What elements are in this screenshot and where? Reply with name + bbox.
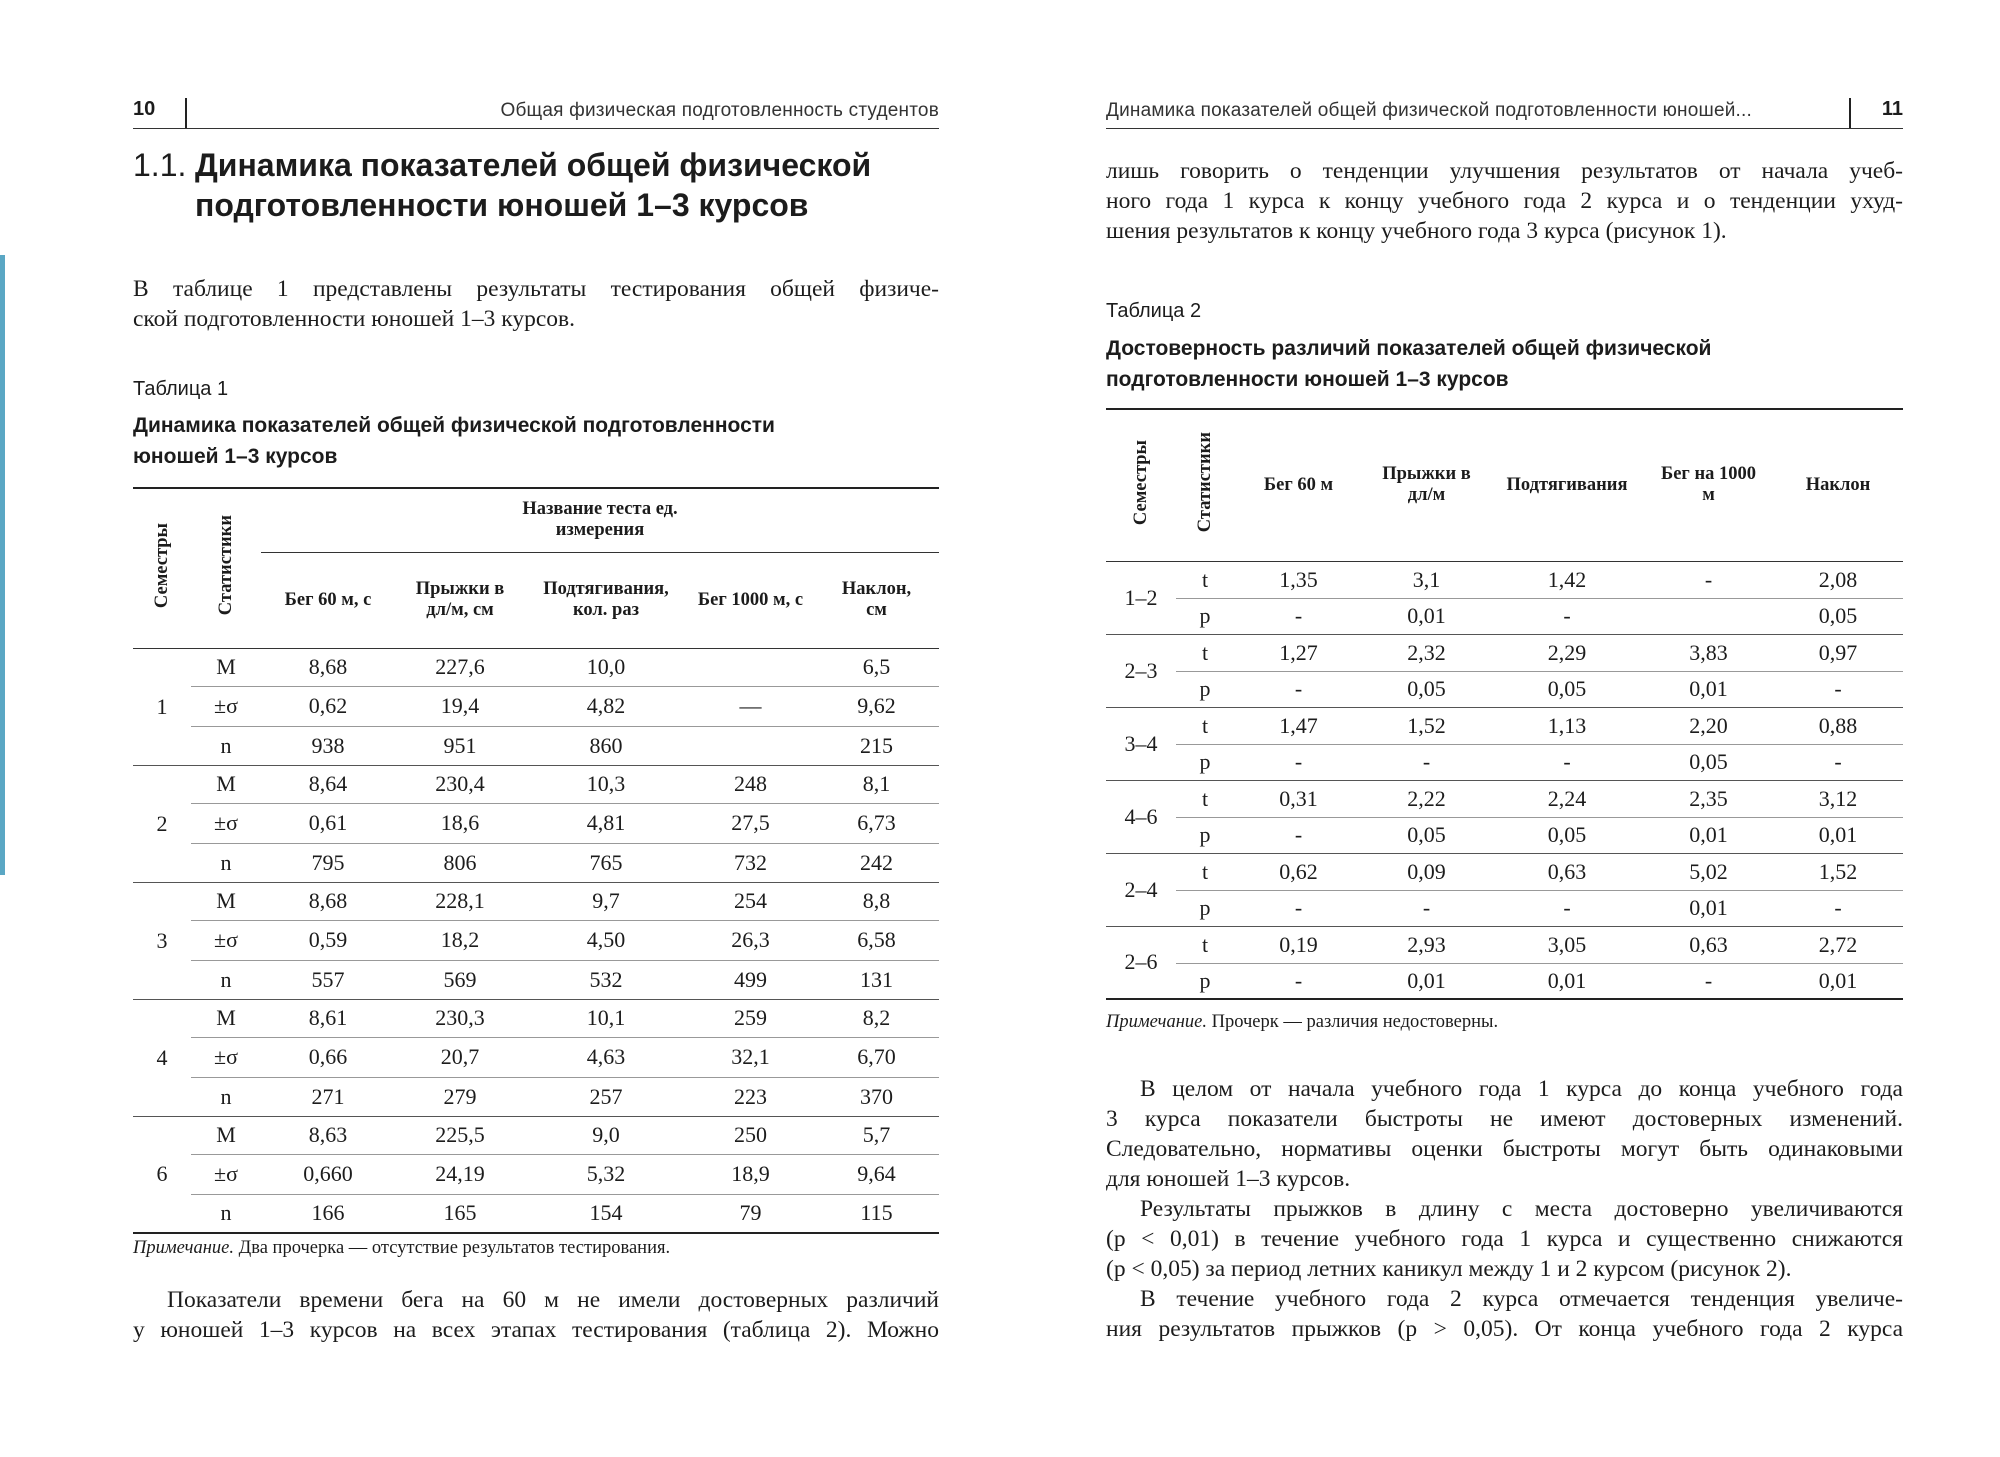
text-line: В течение учебного года 2 курса отмечается тенденция увеличе- bbox=[1140, 1286, 1903, 1312]
value-cell: 2,22 bbox=[1363, 780, 1490, 817]
value-cell: - bbox=[1363, 744, 1490, 780]
value-cell: 2,72 bbox=[1773, 926, 1903, 963]
table-row bbox=[133, 803, 939, 843]
value-cell: 215 bbox=[814, 726, 939, 765]
value-cell: 5,32 bbox=[525, 1154, 687, 1194]
table-row bbox=[133, 1116, 939, 1154]
table-row bbox=[133, 920, 939, 960]
body-paragraphs bbox=[1106, 1074, 1903, 1344]
text-line: Следовательно, нормативы оценки быстроты могут быть одинаковыми bbox=[1106, 1136, 1903, 1162]
value-cell: 8,8 bbox=[814, 882, 939, 920]
value-cell: 0,97 bbox=[1773, 634, 1903, 671]
semester-cell: 4 bbox=[133, 999, 191, 1116]
value-cell: 230,4 bbox=[395, 765, 525, 803]
value-cell: 166 bbox=[261, 1194, 395, 1233]
stat-cell: t bbox=[1176, 780, 1234, 817]
value-cell: 20,7 bbox=[395, 1037, 525, 1077]
table-row bbox=[1106, 926, 1903, 963]
table-row bbox=[1106, 780, 1903, 817]
value-cell: 0,05 bbox=[1490, 671, 1644, 707]
semester-cell: 2–3 bbox=[1106, 634, 1176, 707]
value-cell: 5,02 bbox=[1644, 853, 1773, 890]
value-cell: 1,35 bbox=[1234, 561, 1363, 598]
value-cell: 2,24 bbox=[1490, 780, 1644, 817]
value-cell: 0,05 bbox=[1644, 744, 1773, 780]
value-cell: 0,19 bbox=[1234, 926, 1363, 963]
semester-cell: 4–6 bbox=[1106, 780, 1176, 853]
value-cell: 32,1 bbox=[687, 1037, 814, 1077]
value-cell: 0,660 bbox=[261, 1154, 395, 1194]
table-row bbox=[1106, 561, 1903, 598]
intro-paragraph bbox=[133, 274, 939, 334]
col-header: Бег 60 м bbox=[1234, 409, 1363, 561]
table-row bbox=[1106, 853, 1903, 890]
table1-caption: Таблица 1 bbox=[133, 378, 229, 400]
value-cell: 4,50 bbox=[525, 920, 687, 960]
table-row bbox=[1106, 634, 1903, 671]
semester-cell: 2–4 bbox=[1106, 853, 1176, 926]
value-cell: 259 bbox=[687, 999, 814, 1037]
table-row bbox=[1106, 671, 1903, 707]
stat-cell: n bbox=[191, 1077, 261, 1116]
semester-cell: 2–6 bbox=[1106, 926, 1176, 999]
value-cell: 0,01 bbox=[1773, 963, 1903, 999]
value-cell: - bbox=[1490, 598, 1644, 634]
table2-note bbox=[1106, 1012, 1498, 1033]
value-cell: 79 bbox=[687, 1194, 814, 1233]
table1-title: Динамика показателей общей физической подготовленности юношей 1–3 курсов bbox=[133, 414, 775, 468]
stat-cell: p bbox=[1176, 598, 1234, 634]
value-cell: - bbox=[1234, 817, 1363, 853]
value-cell: 370 bbox=[814, 1077, 939, 1116]
value-cell: 6,70 bbox=[814, 1037, 939, 1077]
stat-cell: p bbox=[1176, 890, 1234, 926]
col-semesters-header: Семестры bbox=[1106, 409, 1176, 561]
value-cell: - bbox=[1644, 561, 1773, 598]
value-cell: 2,29 bbox=[1490, 634, 1644, 671]
text-line: для юношей 1–3 курсов. bbox=[1106, 1166, 1351, 1192]
value-cell: 0,66 bbox=[261, 1037, 395, 1077]
running-head-title: Динамика показателей общей физической подготовленности юношей... bbox=[1106, 100, 1752, 121]
text-line: ской подготовленности юношей 1–3 курсов. bbox=[133, 306, 575, 332]
stat-cell: t bbox=[1176, 853, 1234, 890]
value-cell: 8,2 bbox=[814, 999, 939, 1037]
value-cell: 732 bbox=[687, 843, 814, 882]
value-cell: 0,63 bbox=[1644, 926, 1773, 963]
stat-cell: ±σ bbox=[191, 803, 261, 843]
table-row bbox=[1106, 890, 1903, 926]
value-cell: 1,47 bbox=[1234, 707, 1363, 744]
value-cell: 806 bbox=[395, 843, 525, 882]
note-label: Примечание. bbox=[1106, 1012, 1207, 1032]
value-cell: 0,01 bbox=[1644, 671, 1773, 707]
section-heading bbox=[133, 145, 939, 230]
text-line: В таблице 1 представлены результаты тестирования общей физиче- bbox=[133, 276, 939, 302]
value-cell: 9,62 bbox=[814, 686, 939, 726]
table-row bbox=[133, 882, 939, 920]
value-cell: - bbox=[1234, 744, 1363, 780]
stat-cell: t bbox=[1176, 926, 1234, 963]
value-cell: 0,05 bbox=[1363, 671, 1490, 707]
value-cell: 0,01 bbox=[1644, 817, 1773, 853]
value-cell: 1,42 bbox=[1490, 561, 1644, 598]
table2 bbox=[1106, 408, 1903, 1000]
value-cell: 9,0 bbox=[525, 1116, 687, 1154]
value-cell: - bbox=[1773, 890, 1903, 926]
value-cell: 18,2 bbox=[395, 920, 525, 960]
stat-cell: ±σ bbox=[191, 1154, 261, 1194]
value-cell: 938 bbox=[261, 726, 395, 765]
value-cell: 257 bbox=[525, 1077, 687, 1116]
value-cell: 569 bbox=[395, 960, 525, 999]
value-cell: 0,09 bbox=[1363, 853, 1490, 890]
text-line: 3 курса показатели быстроты не имеют достоверных изменений. bbox=[1106, 1106, 1903, 1132]
text-line: Результаты прыжков в длину с места достоверно увеличиваются bbox=[1140, 1196, 1903, 1222]
value-cell: 3,83 bbox=[1644, 634, 1773, 671]
value-cell: 10,3 bbox=[525, 765, 687, 803]
note-text: Прочерк — различия недостоверны. bbox=[1211, 1012, 1499, 1032]
stat-cell: n bbox=[191, 960, 261, 999]
value-cell: 0,05 bbox=[1363, 817, 1490, 853]
value-cell: 0,63 bbox=[1490, 853, 1644, 890]
value-cell: 250 bbox=[687, 1116, 814, 1154]
value-cell: 9,7 bbox=[525, 882, 687, 920]
value-cell: 0,05 bbox=[1773, 598, 1903, 634]
text-line: шения результатов к концу учебного года 3 курса (рисунок 1). bbox=[1106, 218, 1727, 244]
value-cell: 271 bbox=[261, 1077, 395, 1116]
col-statistics-header: Статистики bbox=[191, 488, 261, 648]
text-line: Показатели времени бега на 60 м не имели достоверных различий bbox=[167, 1287, 939, 1313]
value-cell: 0,01 bbox=[1363, 963, 1490, 999]
value-cell: — bbox=[687, 686, 814, 726]
header-divider bbox=[185, 98, 187, 128]
value-cell bbox=[687, 726, 814, 765]
value-cell: 499 bbox=[687, 960, 814, 999]
col-header: Наклон bbox=[1773, 409, 1903, 561]
value-cell: 254 bbox=[687, 882, 814, 920]
semester-cell: 1 bbox=[133, 648, 191, 765]
table-row bbox=[133, 686, 939, 726]
note-label: Примечание. bbox=[133, 1238, 234, 1258]
text-line: ного года 1 курса к концу учебного года 2 курса и о тенденции ухуд- bbox=[1106, 188, 1903, 214]
value-cell: 279 bbox=[395, 1077, 525, 1116]
value-cell: 8,1 bbox=[814, 765, 939, 803]
value-cell: - bbox=[1234, 890, 1363, 926]
value-cell: - bbox=[1363, 890, 1490, 926]
table1 bbox=[133, 487, 939, 1234]
value-cell: 0,62 bbox=[261, 686, 395, 726]
table2-title: Достоверность различий показателей общей физической подготовленности юношей 1–3 курсов bbox=[1106, 337, 1712, 391]
left-page bbox=[133, 0, 939, 1457]
value-cell: 4,63 bbox=[525, 1037, 687, 1077]
value-cell: 248 bbox=[687, 765, 814, 803]
value-cell: 951 bbox=[395, 726, 525, 765]
table-row bbox=[133, 1077, 939, 1116]
section-title: Динамика показателей общей физической подготовленности юношей 1–3 курсов bbox=[195, 147, 872, 223]
value-cell: 0,88 bbox=[1773, 707, 1903, 744]
table-row bbox=[1106, 963, 1903, 999]
col-semesters-header: Семестры bbox=[133, 488, 191, 648]
col-header: Бег 60 м, с bbox=[261, 552, 395, 648]
stat-cell: n bbox=[191, 1194, 261, 1233]
value-cell: 8,61 bbox=[261, 999, 395, 1037]
value-cell: 3,12 bbox=[1773, 780, 1903, 817]
stat-cell: ±σ bbox=[191, 1037, 261, 1077]
value-cell: 24,19 bbox=[395, 1154, 525, 1194]
value-cell: 223 bbox=[687, 1077, 814, 1116]
table-row bbox=[1106, 598, 1903, 634]
page-number: 11 bbox=[1881, 98, 1903, 120]
stat-cell: M bbox=[191, 648, 261, 686]
table2-caption: Таблица 2 bbox=[1106, 300, 1202, 322]
value-cell: 1,52 bbox=[1363, 707, 1490, 744]
stat-cell: p bbox=[1176, 671, 1234, 707]
stat-cell: t bbox=[1176, 561, 1234, 598]
value-cell: 228,1 bbox=[395, 882, 525, 920]
stat-cell: M bbox=[191, 882, 261, 920]
table-row bbox=[133, 1037, 939, 1077]
col-header: Подтягивания, кол. раз bbox=[525, 552, 687, 648]
semester-cell: 1–2 bbox=[1106, 561, 1176, 634]
value-cell: 2,93 bbox=[1363, 926, 1490, 963]
group-header: Название теста ед. измерения bbox=[261, 488, 939, 552]
value-cell: 0,01 bbox=[1490, 963, 1644, 999]
text-line: В целом от начала учебного года 1 курса до конца учебного года bbox=[1140, 1076, 1903, 1102]
value-cell: 1,13 bbox=[1490, 707, 1644, 744]
value-cell: 0,01 bbox=[1363, 598, 1490, 634]
stat-cell: t bbox=[1176, 707, 1234, 744]
value-cell: 18,9 bbox=[687, 1154, 814, 1194]
value-cell: 0,61 bbox=[261, 803, 395, 843]
value-cell: 2,32 bbox=[1363, 634, 1490, 671]
value-cell: 2,20 bbox=[1644, 707, 1773, 744]
value-cell: 8,68 bbox=[261, 882, 395, 920]
text-line: лишь говорить о тенденции улучшения результатов от начала учеб- bbox=[1106, 158, 1903, 184]
semester-cell: 2 bbox=[133, 765, 191, 882]
value-cell: 1,27 bbox=[1234, 634, 1363, 671]
col-header: Прыжки в дл/м, см bbox=[395, 552, 525, 648]
text-line: у юношей 1–3 курсов на всех этапах тестирования (таблица 2). Можно bbox=[133, 1317, 939, 1343]
table-row bbox=[133, 1154, 939, 1194]
value-cell: 0,01 bbox=[1773, 817, 1903, 853]
value-cell: 0,62 bbox=[1234, 853, 1363, 890]
right-running-header bbox=[1106, 98, 1903, 129]
value-cell: 795 bbox=[261, 843, 395, 882]
header-divider bbox=[1849, 98, 1851, 128]
value-cell: 765 bbox=[525, 843, 687, 882]
section-number: 1.1. bbox=[133, 147, 187, 183]
value-cell: 242 bbox=[814, 843, 939, 882]
value-cell: 3,1 bbox=[1363, 561, 1490, 598]
value-cell: 532 bbox=[525, 960, 687, 999]
value-cell: 230,3 bbox=[395, 999, 525, 1037]
value-cell: 6,5 bbox=[814, 648, 939, 686]
value-cell bbox=[1644, 598, 1773, 634]
stat-cell: n bbox=[191, 726, 261, 765]
col-header: Прыжки в дл/м bbox=[1363, 409, 1490, 561]
page-edge-accent bbox=[0, 255, 5, 875]
stat-cell: M bbox=[191, 999, 261, 1037]
right-page bbox=[1106, 0, 1903, 1457]
col-statistics-header: Статистики bbox=[1176, 409, 1234, 561]
value-cell: 2,35 bbox=[1644, 780, 1773, 817]
value-cell: - bbox=[1234, 671, 1363, 707]
value-cell: 8,64 bbox=[261, 765, 395, 803]
value-cell: 18,6 bbox=[395, 803, 525, 843]
col-header: Наклон, см bbox=[814, 552, 939, 648]
value-cell: 8,63 bbox=[261, 1116, 395, 1154]
col-header: Подтягивания bbox=[1490, 409, 1644, 561]
value-cell: - bbox=[1644, 963, 1773, 999]
semester-cell: 6 bbox=[133, 1116, 191, 1233]
left-running-header bbox=[133, 98, 939, 129]
value-cell: 5,7 bbox=[814, 1116, 939, 1154]
value-cell: 165 bbox=[395, 1194, 525, 1233]
page-number: 10 bbox=[133, 98, 156, 120]
table1-note bbox=[133, 1238, 670, 1259]
value-cell: 10,0 bbox=[525, 648, 687, 686]
semester-cell: 3–4 bbox=[1106, 707, 1176, 780]
value-cell bbox=[687, 648, 814, 686]
value-cell: 10,1 bbox=[525, 999, 687, 1037]
value-cell: 27,5 bbox=[687, 803, 814, 843]
table-row bbox=[133, 726, 939, 765]
table-row bbox=[133, 648, 939, 686]
value-cell: 227,6 bbox=[395, 648, 525, 686]
value-cell: 6,58 bbox=[814, 920, 939, 960]
stat-cell: ±σ bbox=[191, 920, 261, 960]
value-cell: 19,4 bbox=[395, 686, 525, 726]
value-cell: 0,01 bbox=[1644, 890, 1773, 926]
value-cell: 860 bbox=[525, 726, 687, 765]
value-cell: 0,31 bbox=[1234, 780, 1363, 817]
semester-cell: 3 bbox=[133, 882, 191, 999]
value-cell: 4,81 bbox=[525, 803, 687, 843]
table-row bbox=[133, 1194, 939, 1233]
table-row bbox=[1106, 707, 1903, 744]
stat-cell: t bbox=[1176, 634, 1234, 671]
value-cell: - bbox=[1490, 890, 1644, 926]
value-cell: - bbox=[1234, 598, 1363, 634]
col-header: Бег на 1000 м bbox=[1644, 409, 1773, 561]
value-cell: 4,82 bbox=[525, 686, 687, 726]
table-row bbox=[1106, 817, 1903, 853]
value-cell: 6,73 bbox=[814, 803, 939, 843]
running-head-title: Общая физическая подготовленность студентов bbox=[500, 100, 939, 121]
value-cell: 9,64 bbox=[814, 1154, 939, 1194]
note-text: Два прочерка — отсутствие результатов тестирования. bbox=[238, 1238, 671, 1258]
value-cell: 2,08 bbox=[1773, 561, 1903, 598]
value-cell: 0,05 bbox=[1490, 817, 1644, 853]
value-cell: - bbox=[1490, 744, 1644, 780]
value-cell: 131 bbox=[814, 960, 939, 999]
value-cell: 225,5 bbox=[395, 1116, 525, 1154]
stat-cell: M bbox=[191, 765, 261, 803]
stat-cell: M bbox=[191, 1116, 261, 1154]
stat-cell: n bbox=[191, 843, 261, 882]
table-row bbox=[1106, 744, 1903, 780]
value-cell: 26,3 bbox=[687, 920, 814, 960]
value-cell: - bbox=[1773, 744, 1903, 780]
stat-cell: p bbox=[1176, 744, 1234, 780]
value-cell: - bbox=[1234, 963, 1363, 999]
value-cell: 3,05 bbox=[1490, 926, 1644, 963]
stat-cell: p bbox=[1176, 963, 1234, 999]
value-cell: 0,59 bbox=[261, 920, 395, 960]
value-cell: 115 bbox=[814, 1194, 939, 1233]
continued-paragraph bbox=[1106, 156, 1903, 246]
text-line: (р < 0,01) в течение учебного года 1 курса и существенно снижаются bbox=[1106, 1226, 1903, 1252]
text-line: (р < 0,05) за период летних каникул между 1 и 2 курсом (рисунок 2). bbox=[1106, 1256, 1792, 1282]
table-row bbox=[133, 960, 939, 999]
stat-cell: p bbox=[1176, 817, 1234, 853]
value-cell: - bbox=[1773, 671, 1903, 707]
outro-paragraph bbox=[133, 1285, 939, 1345]
value-cell: 8,68 bbox=[261, 648, 395, 686]
stat-cell: ±σ bbox=[191, 686, 261, 726]
table-row bbox=[133, 765, 939, 803]
value-cell: 1,52 bbox=[1773, 853, 1903, 890]
table-row bbox=[133, 843, 939, 882]
col-header: Бег 1000 м, с bbox=[687, 552, 814, 648]
table-row bbox=[133, 999, 939, 1037]
value-cell: 154 bbox=[525, 1194, 687, 1233]
value-cell: 557 bbox=[261, 960, 395, 999]
text-line: ния результатов прыжков (р > 0,05). От конца учебного года 2 курса bbox=[1106, 1316, 1903, 1342]
